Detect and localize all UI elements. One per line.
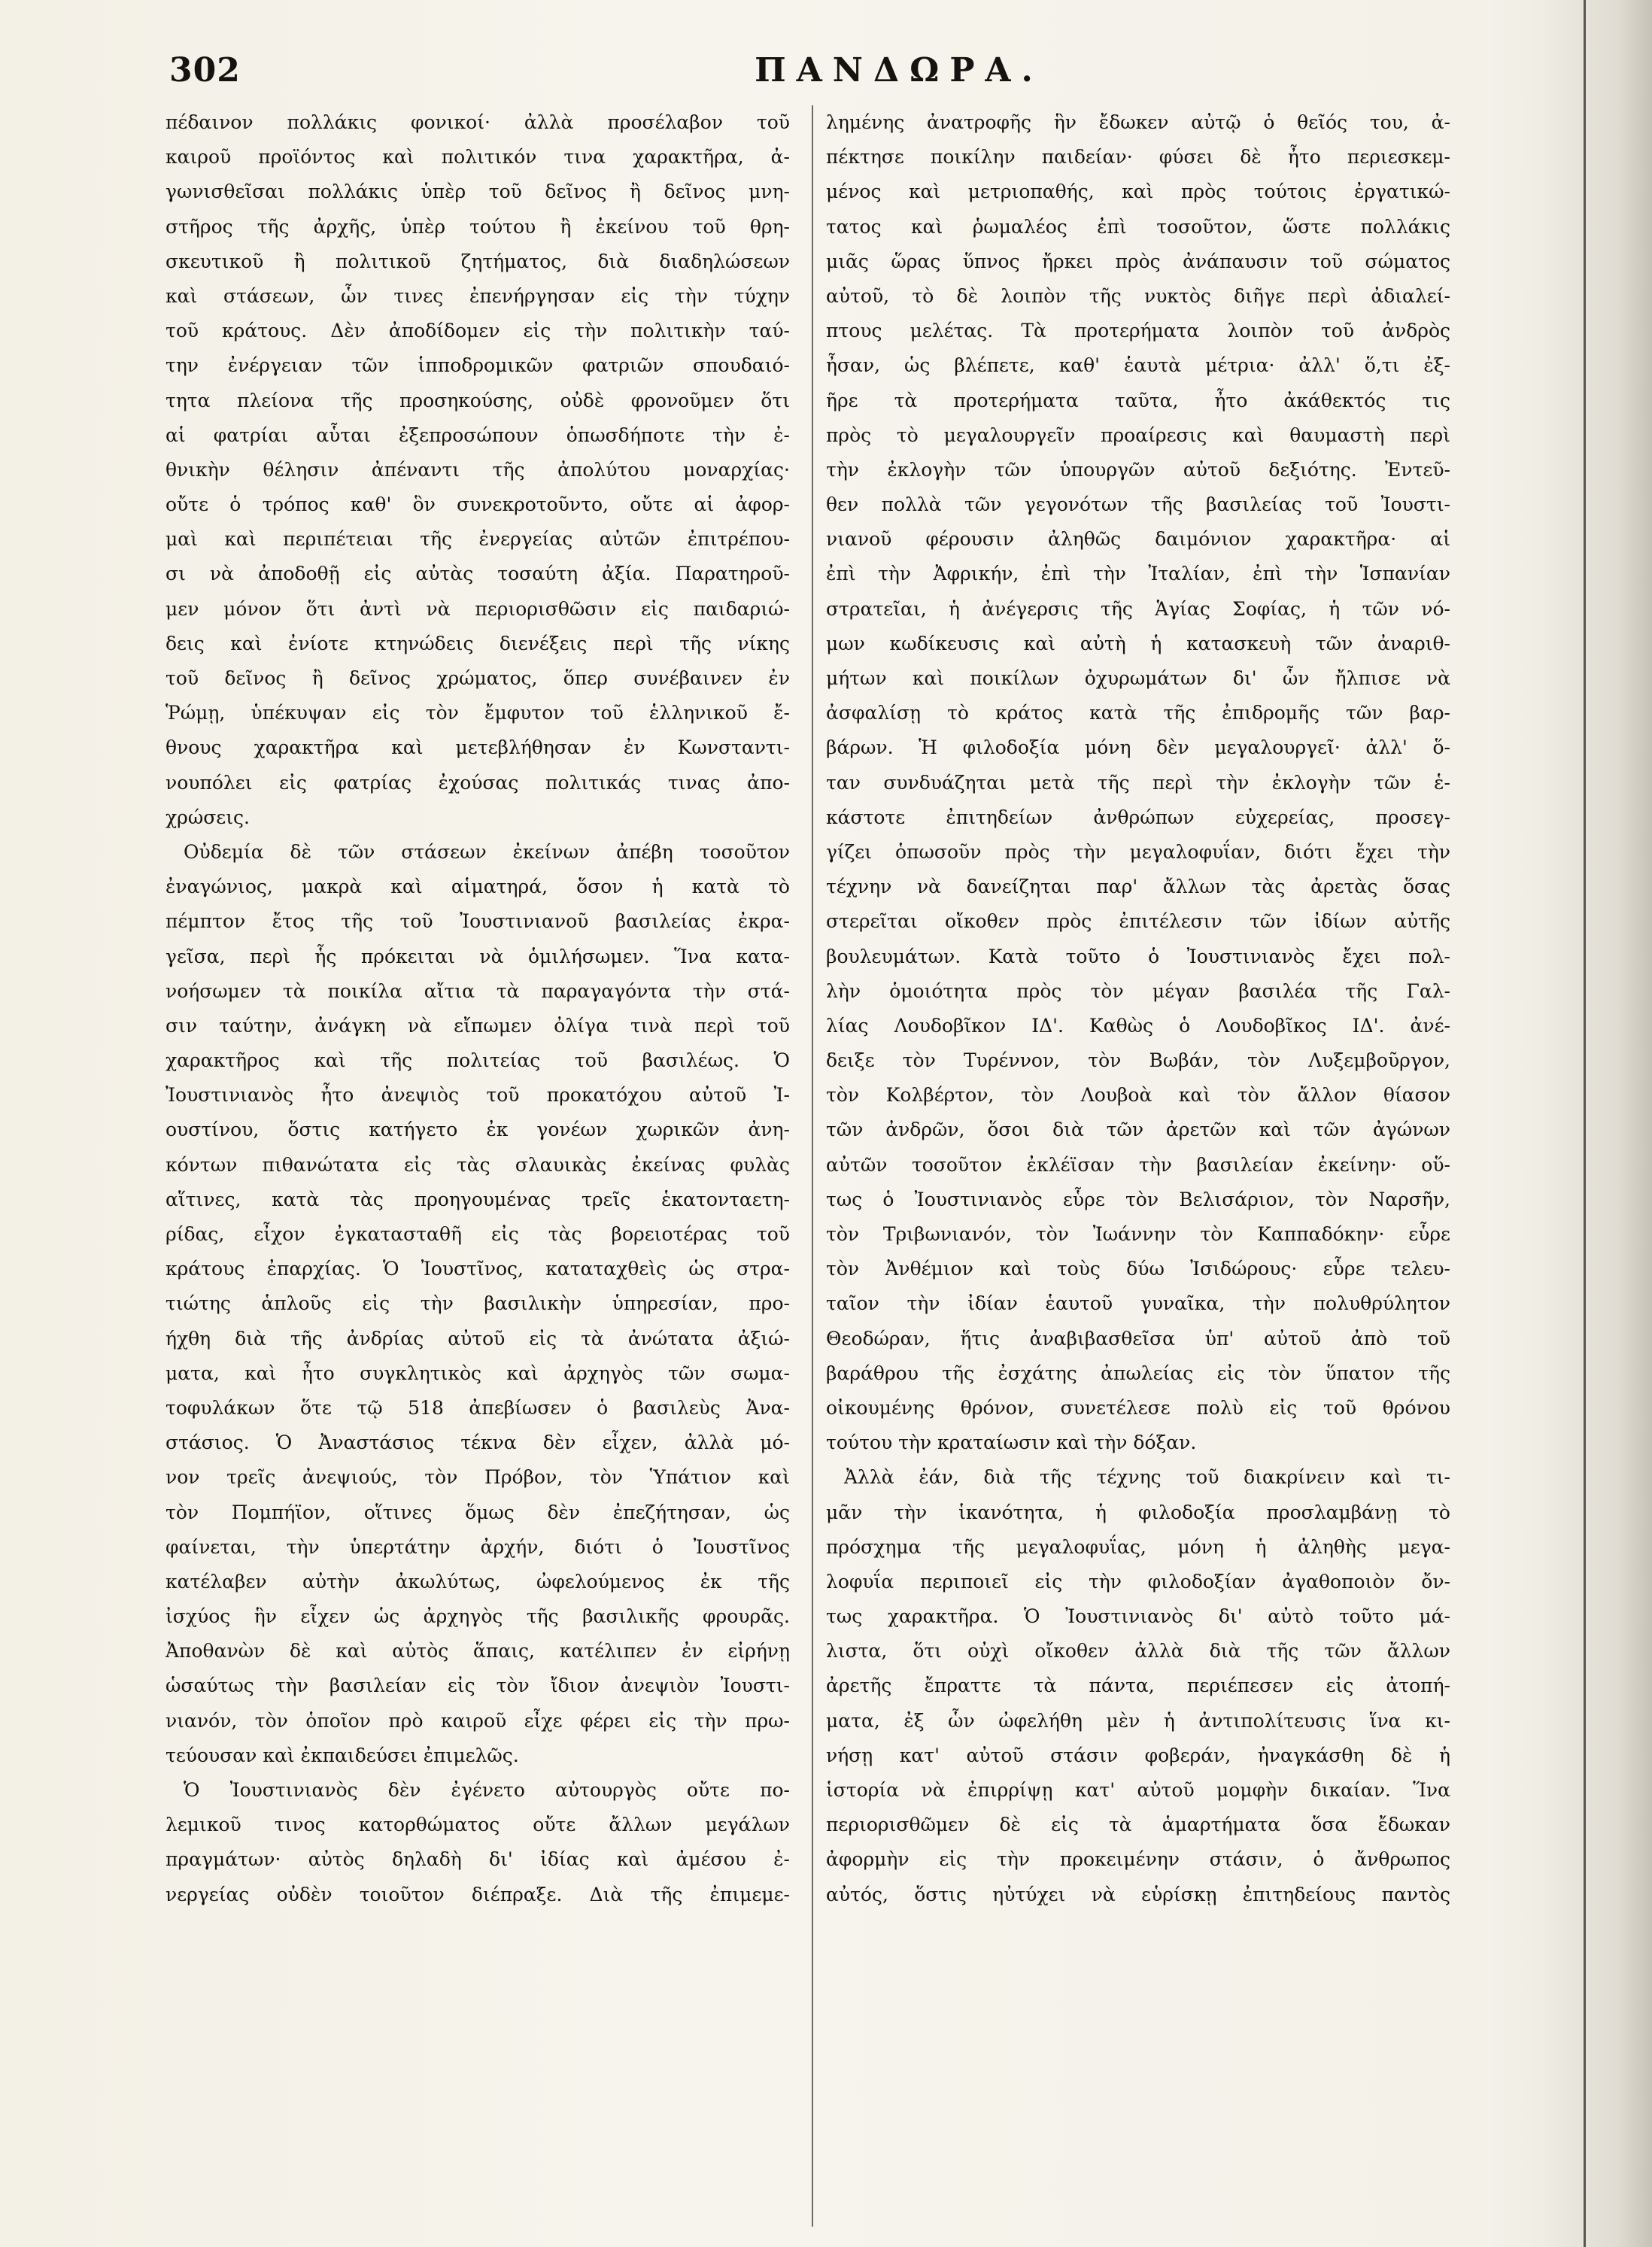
text-line: ήχθη διὰ τῆς ἀνδρίας αὐτοῦ εἰς τὰ ἀνώτατα ἀξιώ- bbox=[166, 1327, 790, 1350]
text-line: λὴν ὁμοιότητα πρὸς τὸν μέγαν βασιλέα τῆς Γαλ- bbox=[826, 979, 1450, 1002]
text-line: τοῦ δεῖνος ἢ δεῖνος χρώματος, ὅπερ συνέβαινεν ἐν bbox=[166, 667, 790, 689]
text-line: λιστα, ὅτι οὐχὶ οἴκοθεν ἀλλὰ διὰ τῆς τῶν ἄλλων bbox=[826, 1640, 1450, 1662]
page-edge-rule bbox=[1584, 0, 1586, 2247]
text-line: μεν μόνον ὅτι ἀντὶ νὰ περιορισθῶσιν εἰς παιδαριώ- bbox=[166, 597, 790, 620]
text-line: ἀρετῆς ἔπραττε τὰ πάντα, περιέπεσεν εἰς ἀτοπή- bbox=[826, 1675, 1450, 1697]
text-line: ἐναγώνιος, μακρὰ καὶ αἱματηρά, ὅσον ἡ κατὰ τὸ bbox=[166, 876, 790, 898]
text-line: τατος καὶ ῥωμαλέος ἐπὶ τοσοῦτον, ὥστε πολλάκις bbox=[826, 215, 1450, 238]
text-line: μων κωδίκευσις καὶ αὐτὴ ἡ κατασκευὴ τῶν ἀναριθ- bbox=[826, 632, 1450, 654]
text-line: μιᾶς ὥρας ὕπνος ἤρκει πρὸς ἀνάπαυσιν τοῦ σώματος bbox=[826, 250, 1450, 272]
text-line: ὡσαύτως τὴν βασιλείαν εἰς τὸν ἴδιον ἀνεψιὸν Ἰουστι- bbox=[166, 1675, 790, 1697]
text-line: στρατεῖαι, ἡ ἀνέγερσις τῆς Ἁγίας Σοφίας, ἡ τῶν νό- bbox=[826, 597, 1450, 620]
text-line: γωνισθεῖσαι πολλάκις ὑπὲρ τοῦ δεῖνος ἢ δεῖνος μνη- bbox=[166, 181, 790, 203]
text-line: νουπόλει εἰς φατρίας ἐχούσας πολιτικάς τινας ἀπο- bbox=[166, 771, 790, 794]
text-line: δειξε τὸν Τυρέννον, τὸν Βωβάν, τὸν Λυξεμβοῦργον, bbox=[826, 1049, 1450, 1072]
text-line: ματα, ἐξ ὧν ὠφελήθη μὲν ἡ ἀντιπολίτευσις ἵνα κι- bbox=[826, 1709, 1450, 1732]
text-line: Θεοδώραν, ἥτις ἀναβιβασθεῖσα ὑπ' αὐτοῦ ἀπὸ τοῦ bbox=[826, 1327, 1450, 1350]
text-column-left bbox=[166, 105, 790, 1912]
text-line: λημένης ἀνατροφῆς ἣν ἔδωκεν αὐτῷ ὁ θεῖός του, ἀ- bbox=[826, 111, 1450, 133]
text-line: ἰσχύος ἣν εἶχεν ὡς ἀρχηγὸς τῆς βασιλικῆς φρουρᾶς. bbox=[166, 1605, 790, 1628]
text-line: Ἀλλὰ ἐάν, διὰ τῆς τέχνης τοῦ διακρίνειν καὶ τι- bbox=[844, 1466, 1450, 1489]
text-line: θνους χαρακτῆρα καὶ μετεβλήθησαν ἐν Κωνσταντι- bbox=[166, 736, 790, 759]
text-line: τως χαρακτῆρα. Ὁ Ἰουστινιανὸς δι' αὐτὸ τοῦτο μά- bbox=[826, 1605, 1450, 1628]
running-title: ΠΑΝΔΩΡΑ. bbox=[755, 51, 1043, 90]
text-line: πτους μελέτας. Τὰ προτερήματα λοιπὸν τοῦ ἀνδρὸς bbox=[826, 320, 1450, 342]
text-line: ἐπὶ τὴν Ἀφρικήν, ἐπὶ τὴν Ἰταλίαν, ἐπὶ τὴν Ἱσπανίαν bbox=[826, 563, 1450, 585]
text-line: λίας Λουδοβῖκον ΙΔ'. Καθὼς ὁ Λουδοβῖκος ΙΔ'. ἀνέ- bbox=[826, 1014, 1450, 1037]
text-line: νον τρεῖς ἀνεψιούς, τὸν Πρόβον, τὸν Ὑπάτιον καὶ bbox=[166, 1466, 790, 1489]
text-line: Ἀποθανὼν δὲ καὶ αὐτὸς ἅπαις, κατέλιπεν ἐν εἰρήνῃ bbox=[166, 1640, 790, 1662]
text-line: στερεῖται οἴκοθεν πρὸς ἐπιτέλεσιν τῶν ἰδίων αὐτῆς bbox=[826, 910, 1450, 933]
text-line: νήσῃ κατ' αὐτοῦ στάσιν φοβεράν, ἠναγκάσθη δὲ ἡ bbox=[826, 1744, 1450, 1766]
text-line: πρόσχημα τῆς μεγαλοφυΐας, μόνη ἡ ἀληθὴς μεγα- bbox=[826, 1535, 1450, 1558]
text-line: ῆρε τὰ προτερήματα ταῦτα, ἦτο ἀκάθεκτός τις bbox=[826, 389, 1450, 411]
column-divider bbox=[812, 105, 813, 2227]
text-line: τὴν ἐκλογὴν τῶν ὑπουργῶν αὐτοῦ δεξιότης. Ἐντεῦ- bbox=[826, 458, 1450, 481]
text-line: λοφυΐα περιποιεῖ εἰς τὴν φιλοδοξίαν ἀγαθοποιὸν ὄν- bbox=[826, 1570, 1450, 1593]
text-line: Ὁ Ἰουστινιανὸς δὲν ἐγένετο αὐτουργὸς οὔτε πο- bbox=[184, 1779, 790, 1801]
text-line: χρώσεις. bbox=[166, 806, 250, 828]
text-line: αἱ φατρίαι αὗται ἐξεπροσώπουν ὁπωσδήποτε τὴν ἐ- bbox=[166, 424, 790, 446]
text-line: περιορισθῶμεν δὲ εἰς τὰ ἁμαρτήματα ὅσα ἔδωκαν bbox=[826, 1814, 1450, 1836]
text-line: τὸν Πομπήϊον, οἵτινες ὅμως δὲν ἐπεζήτησαν, ὡς bbox=[166, 1501, 790, 1523]
text-line: Ἰουστινιανὸς ἦτο ἀνεψιὸς τοῦ προκατόχου αὐτοῦ Ἰ- bbox=[166, 1084, 790, 1107]
text-line: τούτου τὴν κραταίωσιν καὶ τὴν δόξαν. bbox=[826, 1432, 1197, 1454]
text-line: τὸν Ἀνθέμιον καὶ τοὺς δύω Ἰσιδώρους· εὗρε τελευ- bbox=[826, 1258, 1450, 1280]
text-line: πέδαινον πολλάκις φονικοί· ἀλλὰ προσέλαβον τοῦ bbox=[166, 111, 790, 133]
text-line: σιν ταύτην, ἀνάγκη νὰ εἴπωμεν ὀλίγα τινὰ περὶ τοῦ bbox=[166, 1014, 790, 1037]
text-line: πέκτησε ποικίλην παιδείαν· φύσει δὲ ἦτο περιεσκεμ- bbox=[826, 146, 1450, 169]
text-line: αἵτινες, κατὰ τὰς προηγουμένας τρεῖς ἑκατονταετη- bbox=[166, 1188, 790, 1210]
text-line: κατέλαβεν αὐτὴν ἀκωλύτως, ὠφελούμενος ἐκ τῆς bbox=[166, 1570, 790, 1593]
text-line: πέμπτον ἔτος τῆς τοῦ Ἰουστινιανοῦ βασιλείας ἐκρα- bbox=[166, 910, 790, 933]
text-line: γίζει ὁπωσοῦν πρὸς τὴν μεγαλοφυΐαν, διότι ἔχει τὴν bbox=[826, 840, 1450, 863]
text-line: τως ὁ Ἰουστινιανὸς εὗρε τὸν Βελισάριον, τὸν Ναρσῆν, bbox=[826, 1188, 1450, 1210]
text-line: σι νὰ ἀποδοθῇ εἰς αὐτὰς τοσαύτη ἀξία. Παρατηροῦ- bbox=[166, 563, 790, 585]
text-line: μένος καὶ μετριοπαθής, καὶ πρὸς τούτοις ἐργατικώ- bbox=[826, 181, 1450, 203]
text-line: τοφυλάκων ὅτε τῷ 518 ἀπεβίωσεν ὁ βασιλεὺς Ἀνα- bbox=[166, 1396, 790, 1419]
text-line: βουλευμάτων. Κατὰ τοῦτο ὁ Ἰουστινιανὸς ἔχει πολ- bbox=[826, 945, 1450, 967]
text-line: ἀφορμὴν εἰς τὴν προκειμένην στάσιν, ὁ ἄνθρωπος bbox=[826, 1848, 1450, 1871]
text-line: Οὐδεμία δὲ τῶν στάσεων ἐκείνων ἀπέβη τοσοῦτον bbox=[184, 840, 790, 863]
text-line: ουστίνου, ὅστις κατήγετο ἐκ γονέων χωρικῶν ἀνη- bbox=[166, 1119, 790, 1141]
text-line: μήτων καὶ ποικίλων ὀχυρωμάτων δι' ὧν ἤλπισε νὰ bbox=[826, 667, 1450, 689]
text-line: ματα, καὶ ἦτο συγκλητικὸς καὶ ἀρχηγὸς τῶν σωμα- bbox=[166, 1362, 790, 1384]
text-line: νεργείας οὐδὲν τοιοῦτον διέπραξε. Διὰ τῆς ἐπιμεμε- bbox=[166, 1883, 790, 1905]
text-line: μᾶν τὴν ἱκανότητα, ἡ φιλοδοξία προσλαμβάνῃ τὸ bbox=[826, 1501, 1450, 1523]
text-line: ρίδας, εἶχον ἐγκατασταθῆ εἰς τὰς βορειοτέρας τοῦ bbox=[166, 1223, 790, 1245]
text-line: δεις καὶ ἐνίοτε κτηνώδεις διενέξεις περὶ τῆς νίκης bbox=[166, 632, 790, 654]
text-line: τεύουσαν καὶ ἐκπαιδεύσει ἐπιμελῶς. bbox=[166, 1744, 519, 1766]
text-line: κόντων πιθανώτατα εἰς τὰς σλαυικὰς ἐκείνας φυλὰς bbox=[166, 1153, 790, 1176]
text-line: ἀσφαλίσῃ τὸ κράτος κατὰ τῆς ἐπιδρομῆς τῶν βαρ- bbox=[826, 702, 1450, 724]
text-line: την ἐνέργειαν τῶν ἱπποδρομικῶν φατριῶν σπουδαιό- bbox=[166, 354, 790, 377]
text-line: ἦσαν, ὡς βλέπετε, καθ' ἑαυτὰ μέτρια· ἀλλ' ὅ,τι ἐξ- bbox=[826, 354, 1450, 377]
text-line: πρὸς τὸ μεγαλουργεῖν προαίρεσις καὶ θαυμαστὴ περὶ bbox=[826, 424, 1450, 446]
text-line: τητα πλείονα τῆς προσηκούσης, οὐδὲ φρονοῦμεν ὅτι bbox=[166, 389, 790, 411]
text-line: τὸν Τριβωνιανόν, τὸν Ἰωάννην τὸν Καππαδόκην· εὗρε bbox=[826, 1223, 1450, 1245]
text-line: γεῖσα, περὶ ἧς πρόκειται νὰ ὁμιλήσωμεν. Ἵνα κατα- bbox=[166, 945, 790, 967]
text-line: τιώτης ἁπλοῦς εἰς τὴν βασιλικὴν ὑπηρεσίαν, προ- bbox=[166, 1292, 790, 1315]
text-line: αὐτῶν τοσοῦτον ἐκλέϊσαν τὴν βασιλείαν ἐκείνην· οὕ- bbox=[826, 1153, 1450, 1176]
text-line: βαράθρου τῆς ἐσχάτης ἀπωλείας εἰς τὸν ὕπατον τῆς bbox=[826, 1362, 1450, 1384]
text-line: χαρακτῆρος καὶ τῆς πολιτείας τοῦ βασιλέως. Ὁ bbox=[166, 1049, 790, 1072]
page-header bbox=[169, 51, 1482, 111]
page-edge-shadow bbox=[1539, 0, 1652, 2247]
text-line: πραγμάτων· αὐτὸς δηλαδὴ δι' ἰδίας καὶ ἀμέσου ἐ- bbox=[166, 1848, 790, 1871]
text-line: βάρων. Ἡ φιλοδοξία μόνη δὲν μεγαλουργεῖ· ἀλλ' ὅ- bbox=[826, 736, 1450, 759]
text-line: κράτους ἐπαρχίας. Ὁ Ἰουστῖνος, καταταχθεὶς ὡς στρα- bbox=[166, 1258, 790, 1280]
text-line: μαὶ καὶ περιπέτειαι τῆς ἐνεργείας αὐτῶν ἐπιτρέπου- bbox=[166, 528, 790, 551]
text-line: θεν πολλὰ τῶν γεγονότων τῆς βασιλείας τοῦ Ἰουστι- bbox=[826, 493, 1450, 516]
text-line: τὸν Κολβέρτον, τὸν Λουβοὰ καὶ τὸν ἄλλον θίασον bbox=[826, 1084, 1450, 1107]
text-column-right bbox=[826, 105, 1450, 1912]
text-line: τέχνην νὰ δανείζηται παρ' ἄλλων τὰς ἀρετὰς ὅσας bbox=[826, 876, 1450, 898]
text-line: καιροῦ προϊόντος καὶ πολιτικόν τινα χαρακτῆρα, ἀ- bbox=[166, 146, 790, 169]
text-line: φαίνεται, τὴν ὑπερτάτην ἀρχήν, διότι ὁ Ἰουστῖνος bbox=[166, 1535, 790, 1558]
text-line: τῶν ἀνδρῶν, ὅσοι διὰ τῶν ἀρετῶν καὶ τῶν ἀγώνων bbox=[826, 1119, 1450, 1141]
text-line: λεμικοῦ τινος κατορθώματος οὔτε ἄλλων μεγάλων bbox=[166, 1814, 790, 1836]
text-line: ταν συνδυάζηται μετὰ τῆς περὶ τὴν ἐκλογὴν τῶν ἑ- bbox=[826, 771, 1450, 794]
text-line: κάστοτε ἐπιτηδείων ἀνθρώπων εὐχερείας, προσεγ- bbox=[826, 806, 1450, 828]
text-line: στάσιος. Ὁ Ἀναστάσιος τέκνα δὲν εἶχεν, ἀλλὰ μό- bbox=[166, 1432, 790, 1454]
text-line: στῆρος τῆς ἀρχῆς, ὑπὲρ τούτου ἢ ἐκείνου τοῦ θρη- bbox=[166, 215, 790, 238]
text-line: τοῦ κράτους. Δὲν ἀποδίδομεν εἰς τὴν πολιτικὴν ταύ- bbox=[166, 320, 790, 342]
text-line: καὶ στάσεων, ὧν τινες ἐπενήργησαν εἰς τὴν τύχην bbox=[166, 284, 790, 307]
text-line: ἱστορία νὰ ἐπιρρίψῃ κατ' αὐτοῦ μομφὴν δικαίαν. Ἵνα bbox=[826, 1779, 1450, 1801]
text-line: οὔτε ὁ τρόπος καθ' ὃν συνεκροτοῦντο, οὔτε αἱ ἀφορ- bbox=[166, 493, 790, 516]
text-line: νιανόν, τὸν ὁποῖον πρὸ καιροῦ εἶχε φέρει εἰς τὴν πρω- bbox=[166, 1709, 790, 1732]
text-line: αὐτοῦ, τὸ δὲ λοιπὸν τῆς νυκτὸς διῆγε περὶ ἀδιαλεί- bbox=[826, 284, 1450, 307]
text-line: αὐτός, ὅστις ηὐτύχει νὰ εὑρίσκῃ ἐπιτηδείους παντὸς bbox=[826, 1883, 1450, 1905]
text-line: ταῖον τὴν ἰδίαν ἑαυτοῦ γυναῖκα, τὴν πολυθρύλητον bbox=[826, 1292, 1450, 1315]
text-line: οἰκουμένης θρόνον, συνετέλεσε πολὺ εἰς τοῦ θρόνου bbox=[826, 1396, 1450, 1419]
text-line: σκευτικοῦ ἢ πολιτικοῦ ζητήματος, διὰ διαδηλώσεων bbox=[166, 250, 790, 272]
page-number: 302 bbox=[169, 51, 241, 90]
text-line: Ῥώμῃ, ὑπέκυψαν εἰς τὸν ἔμφυτον τοῦ ἑλληνικοῦ ἔ- bbox=[166, 702, 790, 724]
text-line: νιανοῦ φέρουσιν ἀληθῶς δαιμόνιον χαρακτῆρα· αἱ bbox=[826, 528, 1450, 551]
text-line: νοήσωμεν τὰ ποικίλα αἴτια τὰ παραγαγόντα τὴν στά- bbox=[166, 979, 790, 1002]
text-line: θνικὴν θέλησιν ἀπέναντι τῆς ἀπολύτου μοναρχίας· bbox=[166, 458, 790, 481]
